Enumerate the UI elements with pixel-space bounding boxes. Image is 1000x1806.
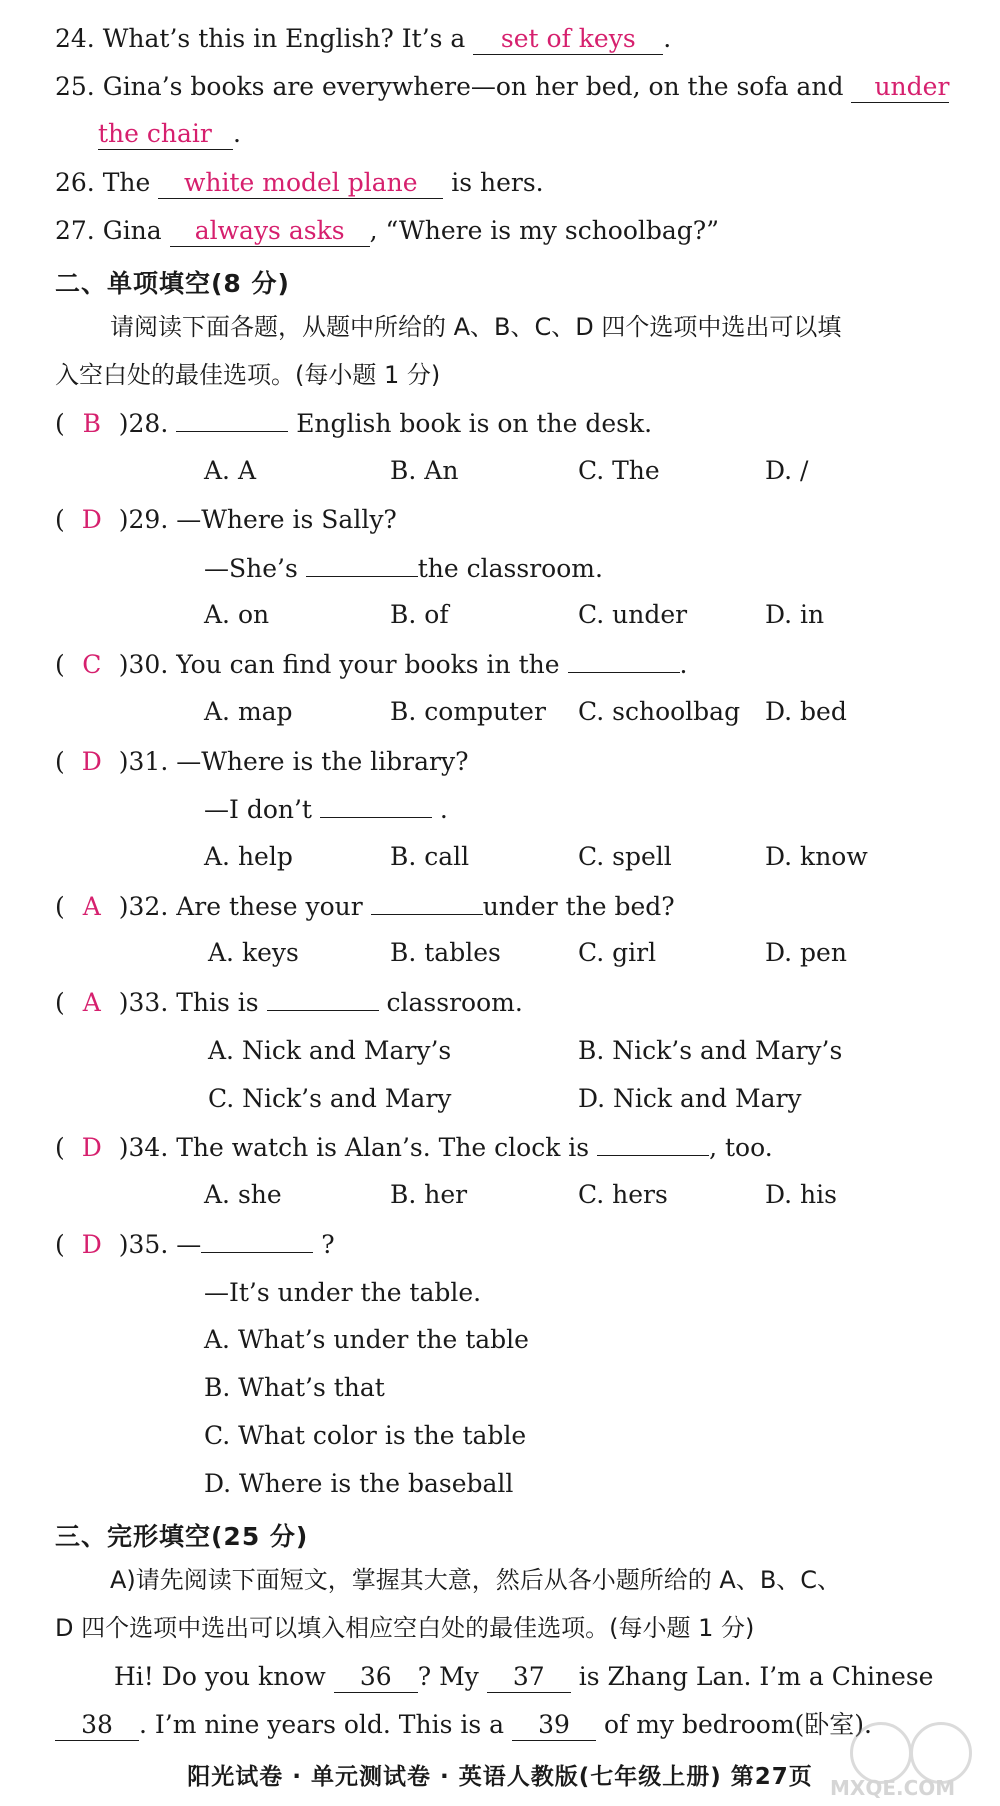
option-30-b: B. computer — [390, 697, 546, 726]
section-2-instruction-2: 入空白处的最佳选项。(每小题 1 分) — [55, 361, 441, 389]
question-28: ( B )28. English book is on the desk. — [55, 407, 652, 441]
option-31-d: D. know — [765, 842, 868, 871]
blank-30 — [568, 672, 680, 673]
option-34-c: C. hers — [578, 1180, 668, 1209]
option-29-a: A. on — [204, 600, 270, 629]
blank-32 — [371, 914, 483, 915]
answer-blank-27: always asks — [170, 216, 370, 247]
option-35-c: C. What color is the table — [204, 1421, 527, 1450]
option-30-c: C. schoolbag — [578, 697, 741, 726]
watermark-text: MXQE.COM — [830, 1776, 956, 1800]
option-34-a: A. she — [204, 1180, 282, 1209]
question-24: 24. What’s this in English? It’s a set of keys . — [55, 24, 672, 53]
section-3-instruction-1: A)请先阅读下面短文，掌握其大意，然后从各小题所给的 A、B、C、 — [110, 1566, 842, 1594]
option-35-d: D. Where is the baseball — [204, 1469, 514, 1498]
question-31-line2: —I don’t . — [204, 795, 448, 824]
option-29-d: D. in — [765, 600, 825, 629]
option-35-b: B. What’s that — [204, 1373, 385, 1402]
question-33: ( A )33. This is classroom. — [55, 986, 523, 1020]
watermark-logo — [820, 1722, 980, 1802]
answer-blank-26: white model plane — [158, 168, 443, 199]
blank-34 — [597, 1155, 709, 1156]
answer-28: B — [82, 409, 101, 438]
section-3-heading: 三、完形填空(25 分) — [55, 1522, 309, 1551]
option-33-a: A. Nick and Mary’s — [208, 1036, 452, 1065]
option-31-b: B. call — [390, 842, 470, 871]
page-footer: 阳光试卷 · 单元测试卷 · 英语人教版(七年级上册) 第27页 — [187, 1764, 813, 1790]
cloze-blank-36: 36 — [334, 1662, 418, 1693]
section-3-instruction-2: D 四个选项中选出可以填入相应空白处的最佳选项。(每小题 1 分) — [55, 1614, 755, 1642]
question-26: 26. The white model plane is hers. — [55, 168, 544, 197]
option-30-a: A. map — [204, 697, 293, 726]
option-28-c: C. The — [578, 456, 660, 485]
option-32-d: D. pen — [765, 938, 847, 967]
option-29-c: C. under — [578, 600, 688, 629]
answer-32: A — [82, 892, 101, 921]
option-30-d: D. bed — [765, 697, 847, 726]
option-32-a: A. keys — [208, 938, 299, 967]
question-31: ( D )31. —Where is the library? — [55, 745, 469, 779]
question-35: ( D )35. — ? — [55, 1228, 335, 1262]
answer-34: D — [81, 1133, 102, 1162]
option-33-b: B. Nick’s and Mary’s — [578, 1036, 843, 1065]
cloze-blank-37: 37 — [487, 1662, 571, 1693]
option-33-c: C. Nick’s and Mary — [208, 1084, 452, 1113]
question-35-line2: —It’s under the table. — [204, 1278, 482, 1307]
section-2-heading: 二、单项填空(8 分) — [55, 269, 290, 298]
option-34-b: B. her — [390, 1180, 468, 1209]
answer-30: C — [82, 650, 102, 679]
option-28-a: A. A — [204, 456, 257, 485]
blank-31 — [320, 817, 432, 818]
question-25-cont: the chair . — [98, 119, 241, 148]
answer-blank-25a: under — [851, 72, 949, 103]
option-31-a: A. help — [204, 842, 293, 871]
answer-31: D — [81, 747, 102, 776]
question-29-line2: —She’s the classroom. — [204, 554, 603, 583]
question-30: ( C )30. You can find your books in the . — [55, 648, 687, 682]
option-32-b: B. tables — [390, 938, 501, 967]
option-33-d: D. Nick and Mary — [578, 1084, 802, 1113]
question-27: 27. Gina always asks , “Where is my schoolbag?” — [55, 216, 719, 245]
option-34-d: D. his — [765, 1180, 837, 1209]
blank-33 — [267, 1010, 379, 1011]
watermark-circle-icon — [850, 1722, 912, 1784]
option-28-d: D. / — [765, 456, 809, 485]
answer-35: D — [81, 1230, 102, 1259]
question-25: 25. Gina’s books are everywhere—on her bed, on the sofa and under — [55, 72, 950, 101]
blank-29 — [306, 576, 418, 577]
question-29: ( D )29. —Where is Sally? — [55, 503, 397, 537]
answer-blank-25b: the chair — [98, 119, 233, 150]
cloze-line-2: 38 . I’m nine years old. This is a 39 of my bedroom(卧室). — [55, 1708, 872, 1742]
watermark-circle-icon — [910, 1722, 972, 1784]
option-35-a: A. What’s under the table — [204, 1325, 529, 1354]
cloze-blank-38: 38 — [55, 1710, 139, 1741]
option-31-c: C. spell — [578, 842, 672, 871]
option-28-b: B. An — [390, 456, 459, 485]
question-34: ( D )34. The watch is Alan’s. The clock is , too. — [55, 1131, 773, 1165]
answer-blank-24: set of keys — [473, 24, 663, 55]
answer-29: D — [81, 505, 102, 534]
blank-28 — [176, 431, 288, 432]
option-32-c: C. girl — [578, 938, 657, 967]
cloze-line-1: Hi! Do you know 36 ? My 37 is Zhang Lan. I’m a Chinese — [114, 1662, 934, 1691]
question-32: ( A )32. Are these your under the bed? — [55, 890, 675, 924]
answer-33: A — [82, 988, 101, 1017]
cloze-blank-39: 39 — [512, 1710, 596, 1741]
blank-35 — [201, 1252, 313, 1253]
option-29-b: B. of — [390, 600, 449, 629]
section-2-instruction-1: 请阅读下面各题，从题中所给的 A、B、C、D 四个选项中选出可以填 — [110, 313, 842, 341]
